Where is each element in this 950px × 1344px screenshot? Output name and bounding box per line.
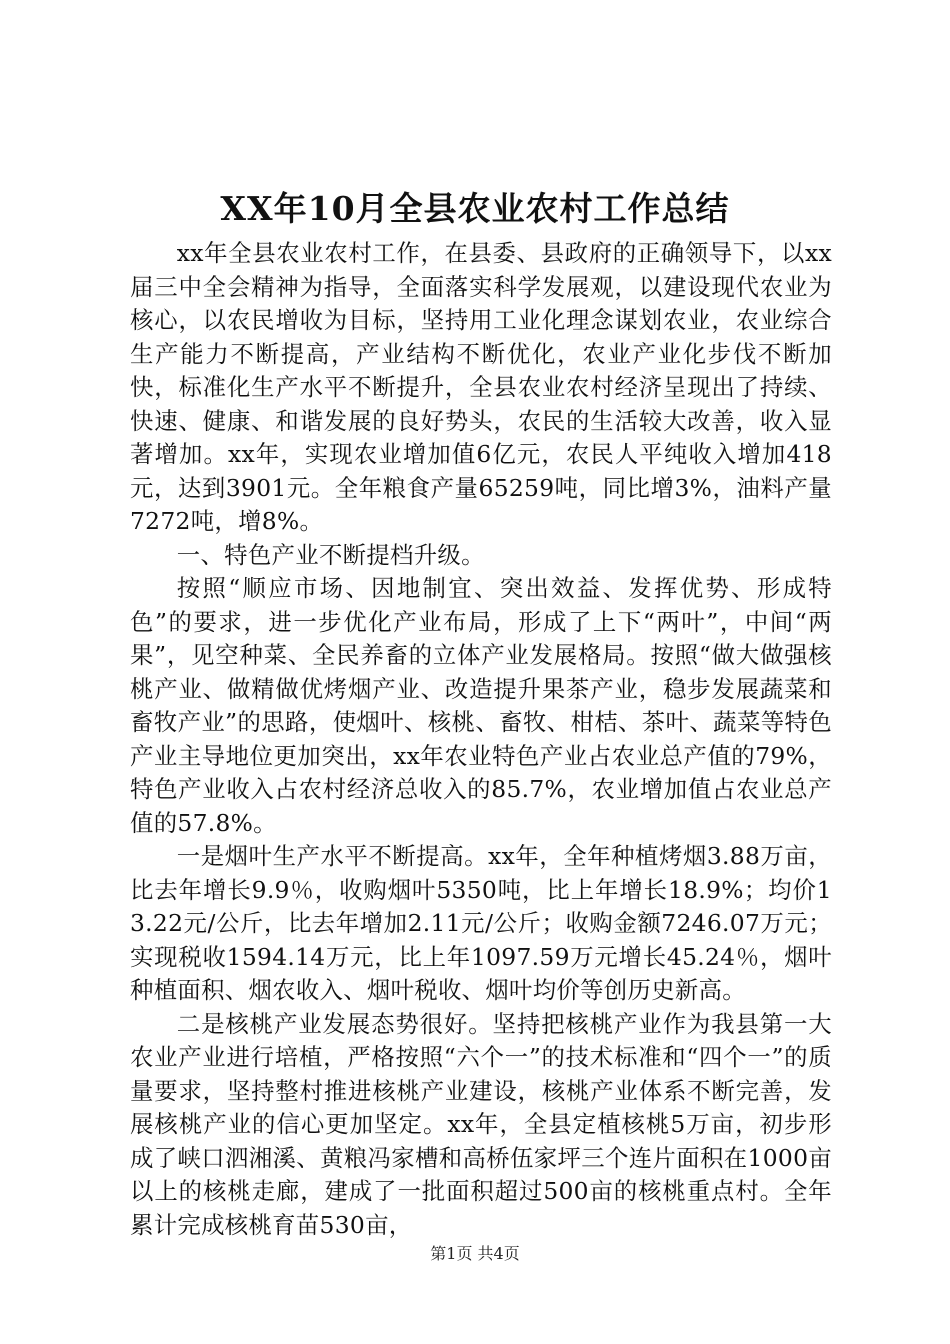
page-footer: 第1页 共4页 bbox=[430, 1244, 520, 1263]
document-body bbox=[130, 237, 832, 1242]
tobacco-paragraph: 一是烟叶生产水平不断提高。xx年，全年种植烤烟3.88万亩，比去年增长9.9％，收购烟叶5350吨，比上年增长18.9%；均价13.22元/公斤，比去年增加2.11元/公斤；收购金额7246.07万元；实现税收1594.14万元，比上年1097.59万元增长45.24％，烟叶种植面积、烟农收入、烟叶税收、烟叶均价等创历史新高。 bbox=[130, 842, 832, 1004]
walnut-paragraph: 二是核桃产业发展态势很好。坚持把核桃产业作为我县第一大农业产业进行培植，严格按照“六个一”的技术标准和“四个一”的质量要求，坚持整村推进核桃产业建设，核桃产业体系不断完善，发展核桃产业的信心更加坚定。xx年，全县定植核桃5万亩，初步形成了峡口泗湘溪、黄粮冯家槽和高桥伍家坪三个连片面积在1000亩以上的核桃走廊，建成了一批面积超过500亩的核桃重点村。全年累计完成核桃育苗530亩， bbox=[130, 1009, 832, 1239]
intro-paragraph: xx年全县农业农村工作，在县委、县政府的正确领导下，以xx届三中全会精神为指导，全面落实科学发展观，以建设现代农业为核心，以农民增收为目标，坚持用工业化理念谋划农业，农业综合生产能力不断提高，产业结构不断优化，农业产业化步伐不断加快，标准化生产水平不断提升，全县农业农村经济呈现出了持续、快速、健康、和谐发展的良好势头，农民的生活较大改善，收入显著增加。xx年，实现农业增加值6亿元，农民人平纯收入增加418元，达到3901元。全年粮食产量65259吨，同比增3%，油料产量7272吨，增8%。 bbox=[130, 239, 832, 535]
document-title: XX年10月全县农业农村工作总结 bbox=[220, 189, 730, 228]
section-paragraph: 按照“顺应市场、因地制宜、突出效益、发挥优势、形成特色”的要求，进一步优化产业布局，形成了上下“两叶”，中间“两果”，见空种菜、全民养畜的立体产业发展格局。按照“做大做强核桃产业、做精做优烤烟产业、改造提升果茶产业，稳步发展蔬菜和畜牧产业”的思路，使烟叶、核桃、畜牧、柑桔、茶叶、蔬菜等特色产业主导地位更加突出，xx年农业特色产业占农业总产值的79%，特色产业收入占农村经济总收入的85.7%，农业增加值占农业总产值的57.8%。 bbox=[130, 574, 832, 837]
section-heading: 一、特色产业不断提档升级。 bbox=[176, 540, 485, 569]
